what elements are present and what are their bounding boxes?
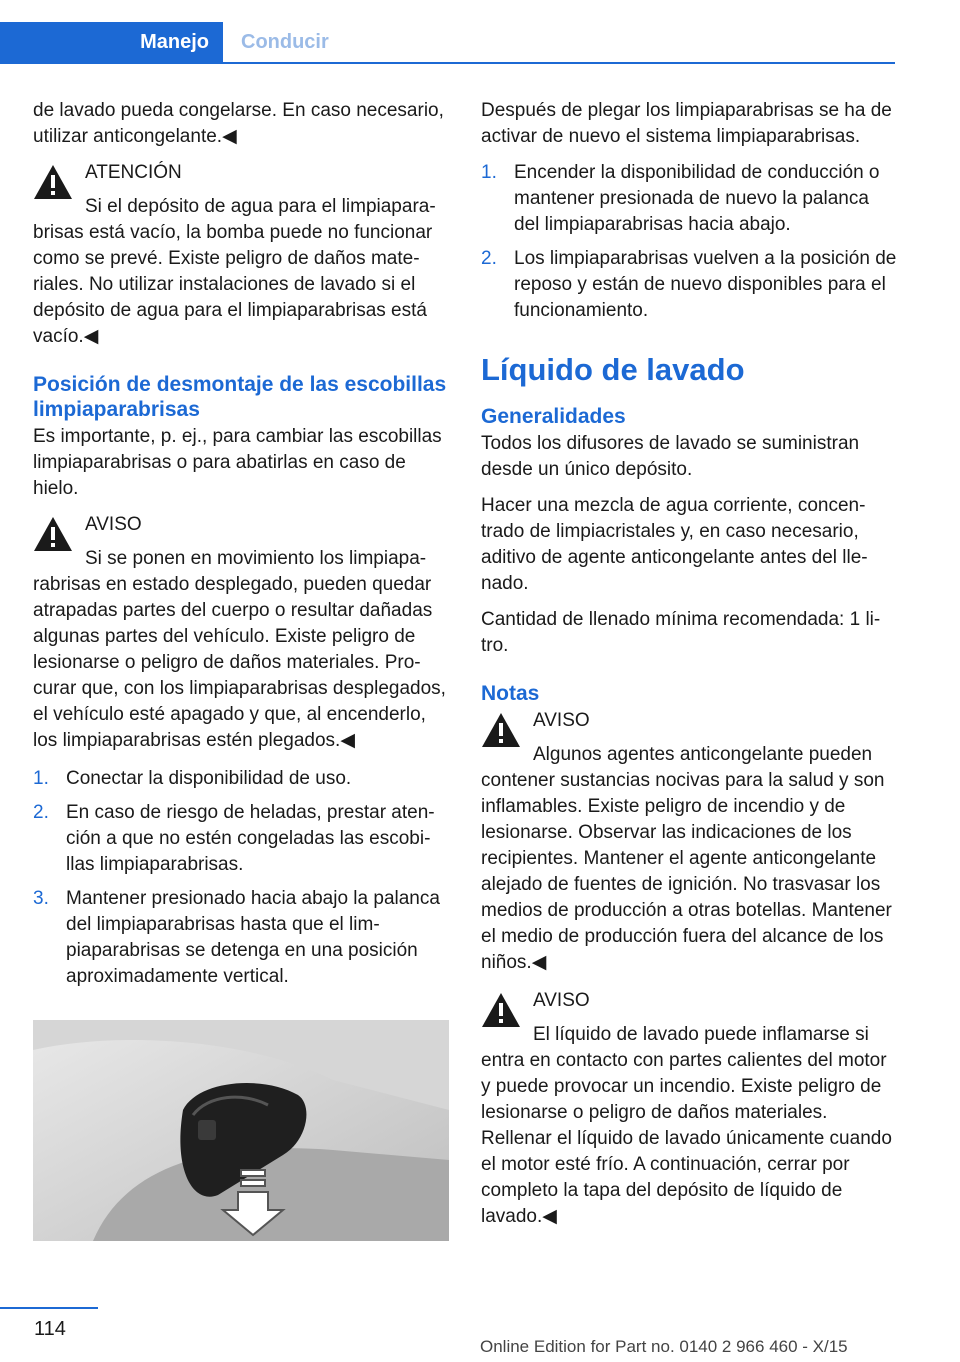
right-column <box>481 98 897 1242</box>
section-heading: Generalidades <box>481 405 626 428</box>
section-heading: Notas <box>481 682 540 705</box>
list-item <box>481 160 897 238</box>
warning-label: AVISO <box>85 514 142 535</box>
step-number: 2. <box>481 248 497 269</box>
header-tab-bar <box>0 22 895 64</box>
step-text: Encender la disponibilidad de conducción o mantener presionada de nuevo la palanca del limpiaparabrisas hacia abajo. <box>514 162 880 235</box>
step-text: Mantener presionado hacia abajo la palanca del limpiaparabrisas hasta que el limpiaparabrisas se detenga en una posición aproximadamente vertical. <box>66 888 440 987</box>
step-text: Conectar la disponibilidad de uso. <box>66 768 352 789</box>
list-item <box>33 766 449 792</box>
warning-text: Si el depósito de agua para el limpiaparabrisas está vacío, la bomba puede no funcionar como se prevé. Existe peligro de daños materiales. No utilizar instalaciones de lavado si el depósito de agua para el limpiaparabrisas está vacío.◀ <box>33 196 436 347</box>
paragraph: Después de plegar los limpiaparabrisas se ha de activar de nuevo el sistema limpiaparabrisas. <box>481 100 892 147</box>
list-item <box>481 246 897 324</box>
warning-triangle-icon <box>481 712 521 748</box>
warning-triangle-icon <box>33 516 73 552</box>
warning-text: Si se ponen en movimiento los limpiaparabrisas en estado desplegado, pueden quedar atrapadas partes del cuerpo o resultar dañadas algunas partes del vehículo. Existe peligro de lesionarse o peligro de daños materiales. Procurar que, con los limpiaparabrisas desplegados, el vehículo esté apagado y que, al encenderlo, los limpiaparabrisas estén plegados.◀ <box>33 548 446 751</box>
step-number: 3. <box>33 888 49 909</box>
warning-note <box>33 512 449 754</box>
paragraph: Todos los difusores de lavado se suministran desde un único depósito. <box>481 433 860 480</box>
warning-text: El líquido de lavado puede inflamarse si entra en contacto con partes calientes del motor y puede provocar un incendio. Existe peligro de lesionarse o peligro de daños materiales. Rellenar el líquido de lavado únicamente cuando el motor esté frío. A continuación, cerrar por completo la tapa del depósito de líquido de lavado.◀ <box>481 1024 892 1227</box>
step-text: Los limpiaparabrisas vuelven a la posición de reposo y están de nuevo disponibles para el funcionamiento. <box>514 248 897 321</box>
section-heading: Posición de desmontaje de las escobillas limpiaparabrisas <box>33 373 447 421</box>
warning-note <box>481 988 897 1230</box>
warning-label: AVISO <box>533 710 590 731</box>
chapter-heading: Líquido de lavado <box>481 352 745 387</box>
step-text: En caso de riesgo de heladas, prestar atención a que no estén congeladas las escobillas limpiaparabrisas. <box>66 802 435 875</box>
step-number: 1. <box>33 768 49 789</box>
tab-conducir[interactable]: Conducir <box>241 31 329 53</box>
warning-text: Algunos agentes anticongelante pueden contener sustancias nocivas para la salud y son inflamables. Existe peligro de incendio y de lesionarse. Observar las indicaciones de los recipientes. Mantener el agente anticongelante alejado de fuentes de ignición. No trasvasar los medios de producción a otras botellas. Mantener el medio de producción fuera del alcance de los niños.◀ <box>481 744 892 973</box>
tab-manejo[interactable]: Manejo <box>0 22 223 62</box>
warning-label: ATENCIÓN <box>85 162 182 183</box>
list-item <box>33 886 449 990</box>
warning-triangle-icon <box>481 992 521 1028</box>
step-number: 1. <box>481 162 497 183</box>
page-number: 114 <box>34 1318 66 1340</box>
warning-label: AVISO <box>533 990 590 1011</box>
footer-rule <box>0 1307 98 1309</box>
warning-note <box>33 160 449 350</box>
list-item <box>33 800 449 878</box>
steps-list <box>33 766 449 990</box>
paragraph: de lavado pueda congelarse. En caso necesario, utilizar anticongelante.◀ <box>33 100 444 147</box>
paragraph: Hacer una mezcla de agua corriente, concentrado de limpiacristales y, en caso necesario, aditivo de agente anticongelante antes del llenado. <box>481 495 868 594</box>
warning-triangle-icon <box>33 164 73 200</box>
wiper-lever-illustration <box>33 1020 449 1241</box>
steps-list <box>481 160 897 324</box>
paragraph: Es importante, p. ej., para cambiar las escobillas limpiaparabrisas o para abatirlas en caso de hielo. <box>33 426 442 499</box>
step-number: 2. <box>33 802 49 823</box>
left-column <box>33 98 449 1249</box>
warning-note <box>481 708 897 976</box>
paragraph: Cantidad de llenado mínima recomendada: 1 litro. <box>481 609 881 656</box>
edition-text: Online Edition for Part no. 0140 2 966 460 - X/15 <box>480 1337 848 1356</box>
